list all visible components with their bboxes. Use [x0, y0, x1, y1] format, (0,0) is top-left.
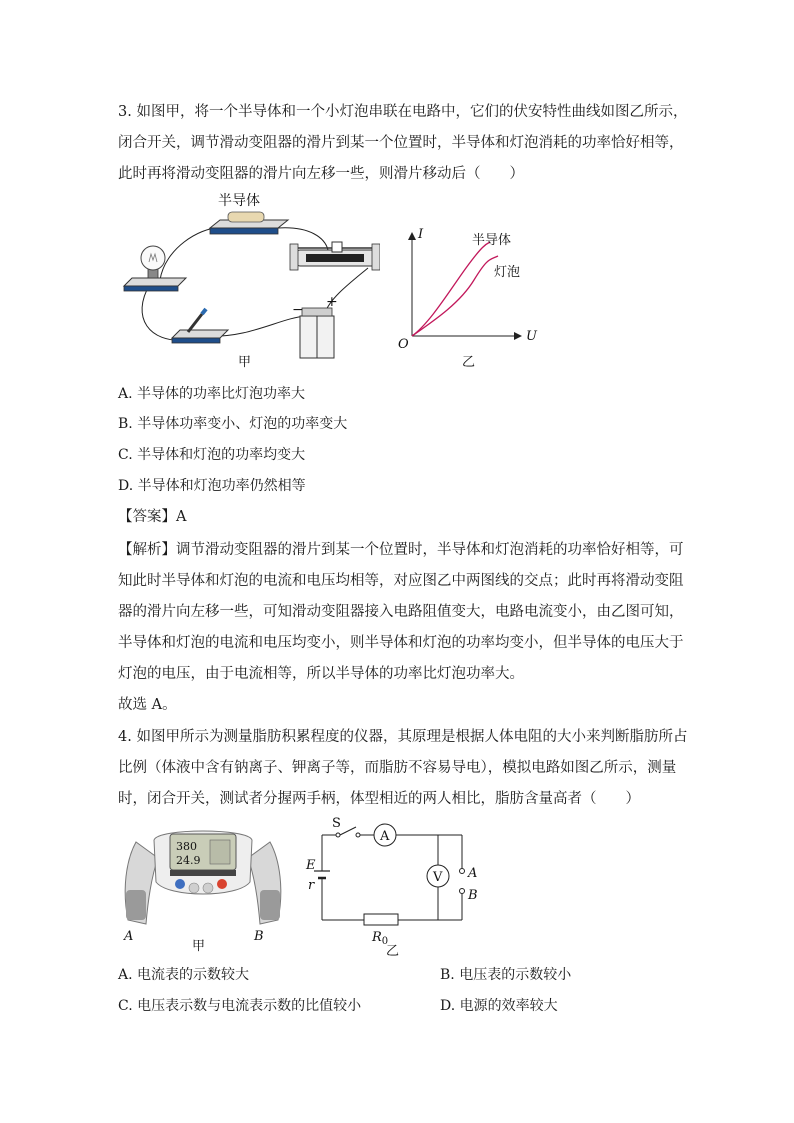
q3-analysis-line-2: 知此时半导体和灯泡的电流和电压均相等，对应图乙中两图线的交点；此时再将滑动变阻 [118, 573, 684, 589]
yi-y-label: I [418, 228, 424, 242]
ammeter-label: A [380, 829, 390, 844]
q3-analysis-line-1: 【解析】调节滑动变阻器的滑片到某一个位置时，半导体和灯泡消耗的功率恰好相等，可 [118, 542, 684, 558]
q3-stem-line-2: 闭合开关，调节滑动变阻器的滑片到某一个位置时，半导体和灯泡消耗的功率恰好相等， [118, 135, 684, 151]
resistor-label: R [372, 930, 382, 945]
semiconductor-curve [412, 242, 490, 336]
figure-jia-caption: 甲 [238, 355, 252, 370]
battery-plus-sign: + [326, 294, 338, 310]
q3-option-c: C. 半导体和灯泡的功率均变大 [118, 447, 306, 463]
terminal-b-label: B [468, 888, 478, 903]
q4-option-c: C. 电压表示数与电流表示数的比值较小 [118, 998, 362, 1014]
device-reading-2: 24.9 [176, 854, 201, 867]
q3-figure-jia [110, 188, 380, 373]
switch-component [172, 309, 228, 343]
bulb-component [124, 246, 186, 291]
yi-origin-label: O [398, 337, 409, 352]
q3-figure-yi [390, 228, 550, 368]
q3-stem-line-3: 此时再将滑动变阻器的滑片向左移一些，则滑片移动后（ ） [118, 166, 524, 182]
q3-analysis-line-4: 半导体和灯泡的电流和电压均变小，则半导体和灯泡的功率均变小，但半导体的电压大于 [118, 635, 684, 651]
q4-stem-line-1: 4. 如图甲所示为测量脂肪积累程度的仪器，其原理是根据人体电阻的大小来判断脂肪所占 [118, 729, 688, 745]
battery-minus-sign: − [292, 302, 304, 318]
resistor-subscript: 0 [381, 936, 389, 947]
battery-component [292, 294, 338, 358]
device-handle-b-label: B [254, 929, 264, 944]
device-handle-a-label: A [124, 929, 134, 944]
semiconductor-component [210, 192, 288, 234]
q3-answer: 【答案】A [118, 509, 187, 525]
q3-analysis-line-3: 器的滑片向左移一些，可知滑动变阻器接入电路阻值变大，电路电流变小，由乙图可知， [118, 604, 684, 620]
semiconductor-curve-label: 半导体 [472, 233, 512, 248]
q3-stem-line-1: 3. 如图甲，将一个半导体和一个小灯泡串联在电路中，它们的伏安特性曲线如图乙所示， [118, 104, 688, 120]
q3-option-a: A. 半导体的功率比灯泡功率大 [118, 386, 306, 402]
q3-conclusion: 故选 A。 [118, 697, 177, 713]
q3-option-b: B. 半导体功率变小、灯泡的功率变大 [118, 416, 348, 432]
q3-option-d: D. 半导体和灯泡功率仍然相等 [118, 478, 306, 494]
q4-stem-line-3: 时，闭合开关，测试者分握两手柄，体型相近的两人相比，脂肪含量高者（ ） [118, 791, 640, 807]
figure-yi-caption: 乙 [462, 355, 476, 368]
rheostat-component [290, 242, 380, 270]
q4-stem-line-2: 比例（体液中含有钠离子、钾离子等，而脂肪不容易导电），模拟电路如图乙所示，测量 [118, 760, 677, 776]
device-reading-1: 380 [176, 840, 197, 853]
q4-option-a: A. 电流表的示数较大 [118, 967, 250, 983]
q4-option-d: D. 电源的效率较大 [440, 998, 558, 1014]
terminal-a-label: A [468, 866, 478, 881]
q3-analysis-line-5: 灯泡的电压，由于电流相等，所以半导体的功率比灯泡功率大。 [118, 666, 524, 682]
q4-figure-yi-circuit [300, 815, 510, 960]
bulb-curve-label: 灯泡 [494, 265, 521, 280]
q4-option-b: B. 电压表的示数较小 [440, 967, 572, 983]
emf-label: E [306, 858, 316, 873]
switch-label: S [332, 816, 341, 831]
figure-jia-device-caption: 甲 [192, 939, 206, 954]
internal-resistance-label: r [308, 878, 315, 893]
semiconductor-label: 半导体 [218, 193, 260, 209]
q4-figure-jia-device [118, 820, 288, 960]
resistor-symbol [364, 914, 398, 925]
figure-yi-circuit-caption: 乙 [386, 944, 400, 959]
yi-x-label: U [526, 329, 537, 344]
voltmeter-label: V [433, 870, 443, 885]
